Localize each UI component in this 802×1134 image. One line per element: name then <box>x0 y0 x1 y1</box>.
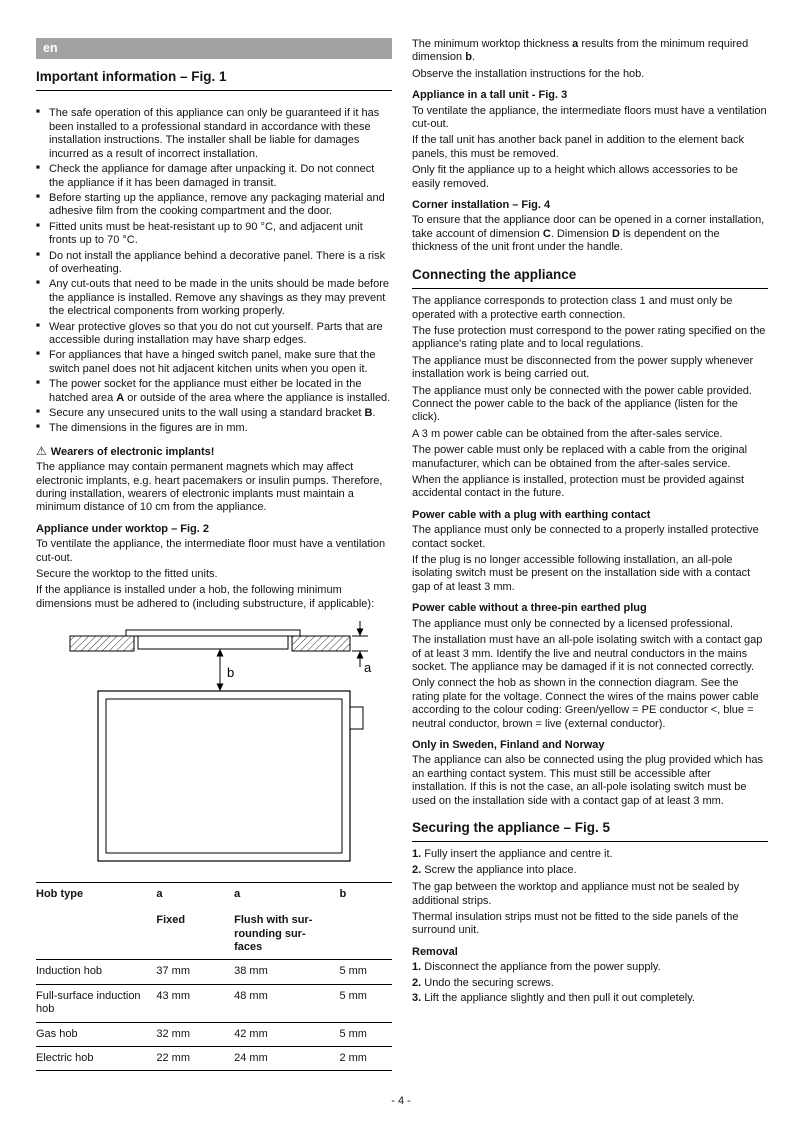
cell-hob-type: Full-surface induction hob <box>36 984 156 1022</box>
table-row <box>36 1022 392 1046</box>
heading-appliance-under-worktop: Appliance under worktop – Fig. 2 <box>36 522 209 535</box>
heading-securing-the-appliance: Securing the appliance – Fig. 5 <box>412 820 768 842</box>
dimension-label-b: b <box>227 665 235 681</box>
warning-icon: ⚠ <box>36 443 47 458</box>
cell-a-flush: 48 mm <box>234 984 339 1022</box>
paragraph: The appliance can also be connected using the plug provided which has an earthing contact system. This must still be accessible after installation. If this is not the case, an all-pole isolating switch must be used on the installation side with a contact gap of at least 3 mm. <box>412 754 764 807</box>
page-number: - 4 - <box>391 1094 411 1107</box>
cell-hob-type: Induction hob <box>36 960 156 984</box>
bullet-item: ■ The power socket for the appliance must either be located in the hatched area A or outside of the area where the appliance is installed. <box>36 378 392 405</box>
paragraph: If the plug is no longer accessible following installation, an all-pole isolating switch must be present on the installation side with a contact gap of at least 3 mm. <box>412 554 751 593</box>
heading-plug-with-earthing: Power cable with a plug with earthing contact <box>412 508 651 521</box>
paragraph: The appliance must only be connected by a licensed professional. <box>412 617 734 630</box>
hob-dimensions-table <box>36 882 392 1072</box>
paragraph: Observe the installation instructions for the hob. <box>412 67 645 80</box>
right-column <box>412 38 768 1010</box>
bullet-item: ■ Wear protective gloves so that you do not cut yourself. Parts that are accessible during installation may have sharp edges. <box>36 321 392 348</box>
worktop-hatch-left <box>70 636 134 651</box>
table-row <box>36 1046 392 1070</box>
bullet-item: ■ Do not install the appliance behind a decorative panel. There is a risk of overheating. <box>36 250 392 277</box>
bullet-item: ■ Any cut-outs that need to be made in the units should be made before the appliance is installed. Remove any shavings as they may prevent the electrical components from working properly. <box>36 278 392 318</box>
numbered-step: Fully insert the appliance and centre it. <box>424 848 613 861</box>
heading-connecting-the-appliance: Connecting the appliance <box>412 267 768 289</box>
table-row <box>36 960 392 984</box>
heading-important-information: Important information – Fig. 1 <box>36 69 392 91</box>
bullet-item: ■ For appliances that have a hinged switch panel, make sure that the switch panel does not hit adjacent kitchen units when you open it. <box>36 349 392 376</box>
paragraph: Secure the worktop to the fitted units. <box>36 568 218 581</box>
numbered-step: Lift the appliance slightly and then pull it out completely. <box>424 992 695 1005</box>
cell-a-fixed: 37 mm <box>156 960 234 984</box>
warning-heading <box>36 444 392 459</box>
paragraph: Thermal insulation strips must not be fitted to the side panels of the surround unit. <box>412 911 739 937</box>
hob-flange <box>126 630 300 636</box>
paragraph: The power cable must only be replaced with a cable from the original manufacturer, which can be obtained from the after-sales service. <box>412 444 748 470</box>
appliance-connection-box <box>350 707 363 729</box>
heading-without-earthed-plug: Power cable without a three-pin earthed plug <box>412 602 647 615</box>
worktop-hatch-right <box>292 636 350 651</box>
column-header-hob-type: Hob type <box>36 882 156 960</box>
paragraph: The minimum worktop thickness a results from the minimum required dimension b. <box>412 38 749 64</box>
cell-b: 5 mm <box>339 960 392 984</box>
cell-hob-type: Gas hob <box>36 1022 156 1046</box>
removal-steps <box>412 961 768 1005</box>
hob-body <box>138 636 288 649</box>
bullet-item: ■ The safe operation of this appliance can only be guaranteed if it has been installed to a professional standard in accordance with these installation instructions. The installer shall be liable for damages incurred as a result of incorrect installation. <box>36 107 392 161</box>
paragraph: The appliance must only be connected to a properly installed protective contact socket. <box>412 524 759 550</box>
cell-b: 5 mm <box>339 984 392 1022</box>
column-header-a-flush: a Flush with sur-rounding sur-faces <box>234 882 339 960</box>
numbered-step: Disconnect the appliance from the power supply. <box>424 961 661 974</box>
paragraph: To ventilate the appliance, the intermediate floor must have a ventilation cut-out. <box>36 538 386 564</box>
bullet-item: ■ Fitted units must be heat-resistant up to 90 °C, and adjacent unit fronts up to 70 °C. <box>36 221 392 248</box>
paragraph: The appliance may contain permanent magnets which may affect electronic implants, e.g. heart pacemakers or insulin pumps. Therefore, during installation, wearers of electronic implants must maintain a minimum distance of 10 cm from the appliance. <box>36 461 383 514</box>
cell-a-fixed: 22 mm <box>156 1046 234 1070</box>
paragraph: To ensure that the appliance door can be opened in a corner installation, take account of dimension C. Dimension D is dependent on the thickness of the unit front under the handle. <box>412 214 765 254</box>
heading-corner-installation: Corner installation – Fig. 4 <box>412 199 551 212</box>
heading-removal: Removal <box>412 945 458 958</box>
fig2-diagram-svg <box>54 621 374 869</box>
dimension-label-a: a <box>364 660 372 676</box>
language-tag <box>36 38 392 59</box>
warning-heading-text: Wearers of electronic implants! <box>50 445 215 458</box>
cell-a-fixed: 43 mm <box>156 984 234 1022</box>
heading-nordic-countries: Only in Sweden, Finland and Norway <box>412 738 605 751</box>
left-column <box>36 38 392 1071</box>
paragraph: The appliance must be disconnected from the power supply whenever installation work is being carried out. <box>412 354 754 381</box>
cell-a-flush: 38 mm <box>234 960 339 984</box>
bullet-item: ■ Check the appliance for damage after unpacking it. Do not connect the appliance if it has been damaged in transit. <box>36 163 392 190</box>
cell-a-flush: 24 mm <box>234 1046 339 1070</box>
column-header-a-fixed: a Fixed <box>156 882 234 960</box>
bullet-item: ■ Secure any unsecured units to the wall using a standard bracket B. <box>36 407 392 420</box>
paragraph: Only connect the hob as shown in the connection diagram. See the rating plate for the voltage. Connect the wires of the mains power cable according to the colour coding: Green/yellow = PE conductor <, blue = neutral conductor, brown = live (external conductor). <box>412 677 759 730</box>
paragraph: The installation must have an all-pole isolating switch with a contact gap of at least 3 mm. Identify the live and neutral conductors in the mains socket. The appliance may be damaged if it is not connected correctly. <box>412 634 763 673</box>
language-tag-label: en <box>43 41 58 55</box>
numbered-step: Screw the appliance into place. <box>424 863 577 876</box>
paragraph: If the appliance is installed under a hob, the following minimum dimensions must be adhered to (including substructure, if applicable): <box>36 584 375 610</box>
paragraph: If the tall unit has another back panel in addition to the element back panels, this must be removed. <box>412 134 745 160</box>
numbered-step: Undo the securing screws. <box>424 976 554 989</box>
column-header-b: b <box>339 882 392 960</box>
paragraph: A 3 m power cable can be obtained from the after-sales service. <box>412 427 723 440</box>
paragraph: The fuse protection must correspond to the power rating specified on the appliance's rating plate and to local regulations. <box>412 324 766 351</box>
bullet-item: ■ Before starting up the appliance, remove any packaging material and adhesive film from the cooking compartment and the door. <box>36 192 392 219</box>
paragraph: When the appliance is installed, protection must be provided against accidental contact in the future. <box>412 474 745 500</box>
cell-hob-type: Electric hob <box>36 1046 156 1070</box>
paragraph: Only fit the appliance up to a height which allows accessories to be easily removed. <box>412 164 738 190</box>
cell-b: 5 mm <box>339 1022 392 1046</box>
important-information-list <box>36 107 392 435</box>
appliance-outline-outer <box>98 691 350 861</box>
paragraph: The appliance corresponds to protection class 1 and must only be operated with a protective earth connection. <box>412 295 733 321</box>
cell-a-fixed: 32 mm <box>156 1022 234 1046</box>
paragraph: The appliance must only be connected with the power cable provided. Connect the power cable to the back of the appliance (listen for the click). <box>412 384 752 424</box>
cell-a-flush: 42 mm <box>234 1022 339 1046</box>
table-header-row <box>36 882 392 960</box>
cell-b: 2 mm <box>339 1046 392 1070</box>
securing-steps <box>412 848 768 877</box>
table-row <box>36 984 392 1022</box>
paragraph: The gap between the worktop and appliance must not be sealed by additional strips. <box>412 881 740 907</box>
bullet-item: ■ The dimensions in the figures are in mm. <box>36 422 392 435</box>
fig2-diagram <box>54 621 392 873</box>
heading-tall-unit: Appliance in a tall unit - Fig. 3 <box>412 89 568 102</box>
paragraph: To ventilate the appliance, the intermediate floors must have a ventilation cut-out. <box>412 104 767 131</box>
